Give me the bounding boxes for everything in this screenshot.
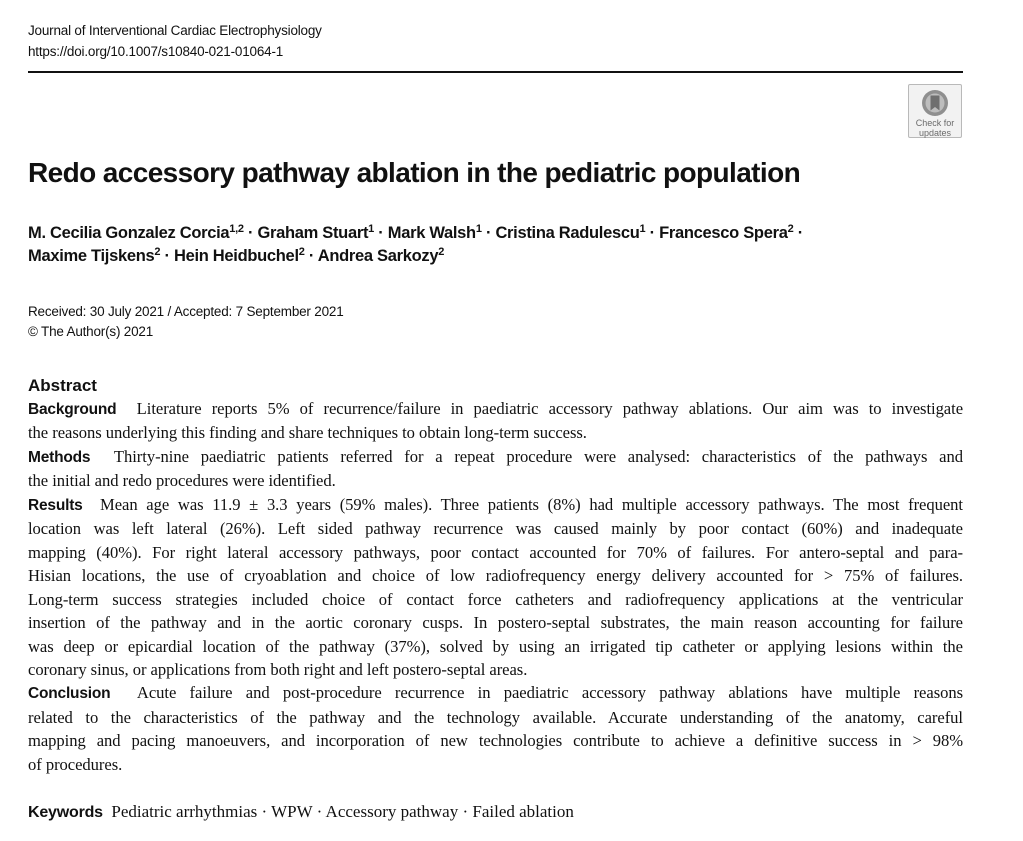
abstract-line: Hisian locations, the use of cryoablation and choice of low radiofrequency energy delivery accounted for > 75% of failures. (28, 566, 963, 586)
abstract-line: insertion of the pathway and in the aortic coronary cusps. In postero-septal substrates, the main reason accounting for failure (28, 613, 963, 633)
doi-link[interactable]: https://doi.org/10.1007/s10840-021-01064-1 (28, 44, 284, 59)
author[interactable]: Hein Heidbuchel$^2$ (173, 246, 305, 265)
author[interactable]: Graham Stuart$^1$ (257, 223, 374, 242)
journal-header (28, 20, 322, 62)
copyright-notice: © The Author(s) 2021 (28, 324, 154, 339)
keywords-list: Pediatric arrhythmias · WPW · Accessory pathway · Failed ablation (111, 802, 574, 821)
abstract-line: coronary sinus, or applications from both right and left postero-septal areas. (28, 659, 528, 679)
badge-label-line2: updates (918, 128, 952, 138)
author[interactable]: M. Cecilia Gonzalez Corcia$^{1,2}$ (28, 223, 244, 242)
abstract-line: mapping (40%). For right lateral accessory pathways, poor contact accounted for 70% of failures. For antero-septal and para- (28, 542, 963, 562)
header-divider (28, 71, 963, 73)
keywords (28, 800, 574, 825)
abstract-line: Results Mean age was 11.9 ± 3.3 years (59% males). Three patients (8%) had multiple accessory pathways. The most frequent (28, 494, 963, 514)
abstract-line: Conclusion Acute failure and post-procedure recurrence in paediatric accessory pathway ablations have multiple reasons (28, 683, 964, 703)
author-row (28, 245, 963, 268)
author-separator: · (373, 224, 388, 242)
abstract-line: Methods Thirty-nine paediatric patients referred for a repeat procedure were analysed: characteristics of the pathways and (28, 446, 963, 466)
author-separator: · (304, 247, 318, 265)
author-separator: · (645, 224, 660, 242)
methods-label: Methods (28, 448, 91, 466)
conclusion-label: Conclusion (28, 685, 111, 703)
author-list (28, 222, 963, 268)
author[interactable]: Cristina Radulescu$^1$ (495, 223, 646, 242)
author-separator: · (481, 224, 496, 242)
abstract-heading: Abstract (28, 376, 97, 395)
author[interactable]: Francesco Spera$^2$ (659, 223, 794, 242)
abstract-line: Long-term success strategies included choice of contact force catheters and radiofrequency applications at the ventricular (28, 589, 963, 609)
abstract-line: was deep or epicardial location of the pathway (37%), solved by using an irrigated tip catheter or applying lesions within the (28, 636, 963, 656)
abstract-line: the initial and redo procedures were identified. (28, 471, 336, 491)
author-separator: · (160, 247, 174, 265)
journal-name: Journal of Interventional Cardiac Electrophysiology (28, 23, 322, 38)
keywords-label: Keywords (28, 804, 103, 821)
badge-label-line1: Check for (915, 118, 955, 128)
background-label: Background (28, 401, 117, 418)
results-label: Results (28, 496, 83, 514)
abstract-line: the reasons underlying this finding and share techniques to obtain long-term success. (28, 423, 587, 443)
received-accepted-dates: Received: 30 July 2021 / Accepted: 7 September 2021 (28, 304, 344, 319)
abstract-line: Background Literature reports 5% of recurrence/failure in paediatric accessory pathway ablations. Our aim was to investigate (28, 399, 964, 418)
author-separator: · (793, 224, 803, 242)
author[interactable]: Mark Walsh$^1$ (387, 223, 482, 242)
bookmark-icon (920, 88, 950, 118)
abstract (28, 374, 963, 776)
abstract-line: of procedures. (28, 754, 123, 774)
author-row (28, 222, 963, 245)
publication-dates (28, 302, 344, 342)
abstract-line: mapping and pacing manoeuvers, and incorporation of new technologies contribute to achieve a definitive success in > 98% (28, 731, 963, 751)
author-separator: · (243, 224, 258, 242)
abstract-line: location was left lateral (26%). Left sided pathway recurrence was caused mainly by poor contact (60%) and inadequate (28, 519, 963, 539)
author[interactable]: Maxime Tijskens$^2$ (28, 246, 161, 265)
abstract-line: related to the characteristics of the pathway and the technology available. Accurate understanding of the anatomy, careful (28, 707, 963, 727)
author[interactable]: Andrea Sarkozy$^2$ (317, 246, 445, 265)
check-for-updates-badge[interactable] (908, 84, 962, 138)
paper-title: Redo accessory pathway ablation in the pediatric population (28, 157, 801, 188)
